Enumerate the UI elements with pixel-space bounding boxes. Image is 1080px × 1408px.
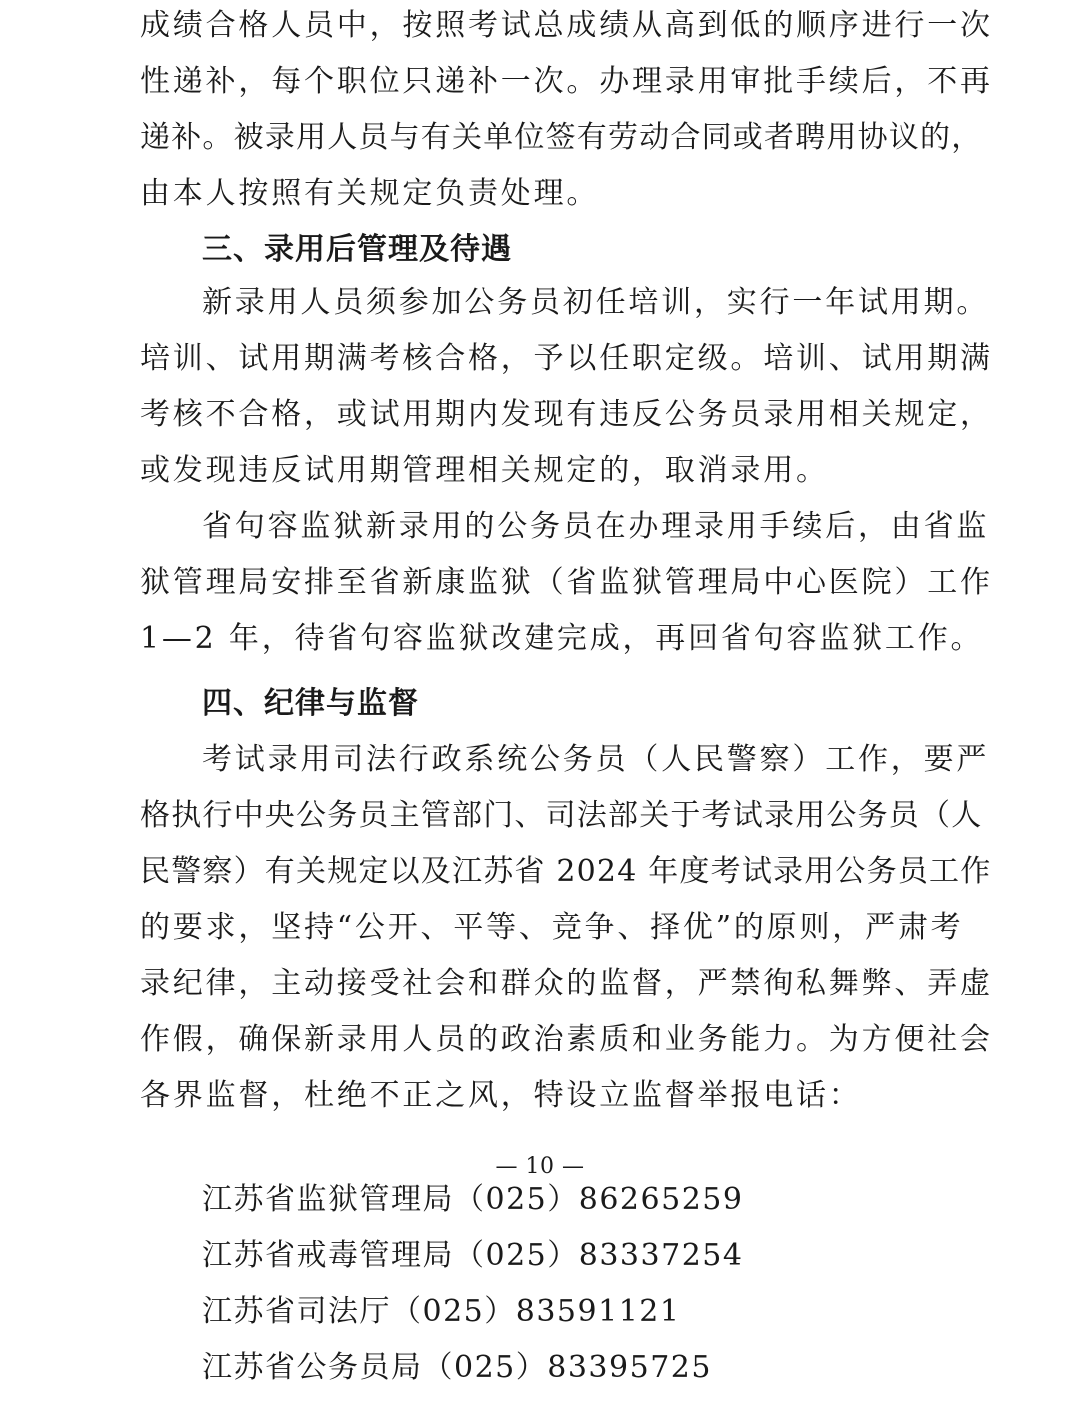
paragraph-line: 培训、试用期满考核合格，予以任职定级。培训、试用期满: [140, 341, 993, 376]
paragraph-line: 录纪律，主动接受社会和群众的监督，严禁徇私舞弊、弄虚: [140, 966, 993, 1001]
paragraph-line: 考核不合格，或试用期内发现有违反公务员录用相关规定，: [140, 397, 993, 432]
paragraph-line: 狱管理局安排至省新康监狱（省监狱管理局中心医院）工作: [140, 565, 993, 600]
contact-line: 江苏省监狱管理局（025）86265259: [202, 1182, 744, 1217]
paragraph-line: 省句容监狱新录用的公务员在办理录用手续后，由省监: [202, 509, 990, 544]
section-heading-3: 三、录用后管理及待遇: [202, 232, 512, 267]
contact-line: 江苏省司法厅（025）83591121: [202, 1294, 681, 1329]
paragraph-line: 递补。被录用人员与有关单位签有劳动合同或者聘用协议的，: [140, 120, 983, 155]
page-number: — 10 —: [495, 1154, 585, 1179]
paragraph-line: 考试录用司法行政系统公务员（人民警察）工作，要严: [202, 742, 990, 777]
paragraph-line: 的要求，坚持“公开、平等、竞争、择优”的原则，严肃考: [140, 910, 964, 945]
section-heading-4: 四、纪律与监督: [202, 686, 419, 721]
paragraph-line: 或发现违反试用期管理相关规定的，取消录用。: [140, 453, 829, 488]
paragraph-line: 1—2 年，待省句容监狱改建完成，再回省句容监狱工作。: [140, 621, 984, 656]
paragraph-line: 各界监督，杜绝不正之风，特设立监督举报电话：: [140, 1078, 862, 1113]
paragraph-line: 作假，确保新录用人员的政治素质和业务能力。为方便社会: [140, 1022, 993, 1057]
paragraph-line: 由本人按照有关规定负责处理。: [140, 176, 600, 211]
paragraph-line: 成绩合格人员中，按照考试总成绩从高到低的顺序进行一次: [140, 8, 993, 43]
paragraph-line: 新录用人员须参加公务员初任培训，实行一年试用期。: [202, 285, 990, 320]
paragraph-line: 性递补，每个职位只递补一次。办理录用审批手续后，不再: [140, 64, 993, 99]
paragraph-line: 格执行中央公务员主管部门、司法部关于考试录用公务员（人: [140, 798, 983, 833]
contact-line: 江苏省公务员局（025）83395725: [202, 1350, 712, 1385]
paragraph-line: 民警察）有关规定以及江苏省 2024 年度考试录用公务员工作: [140, 854, 992, 889]
contact-line: 江苏省戒毒管理局（025）83337254: [202, 1238, 744, 1273]
